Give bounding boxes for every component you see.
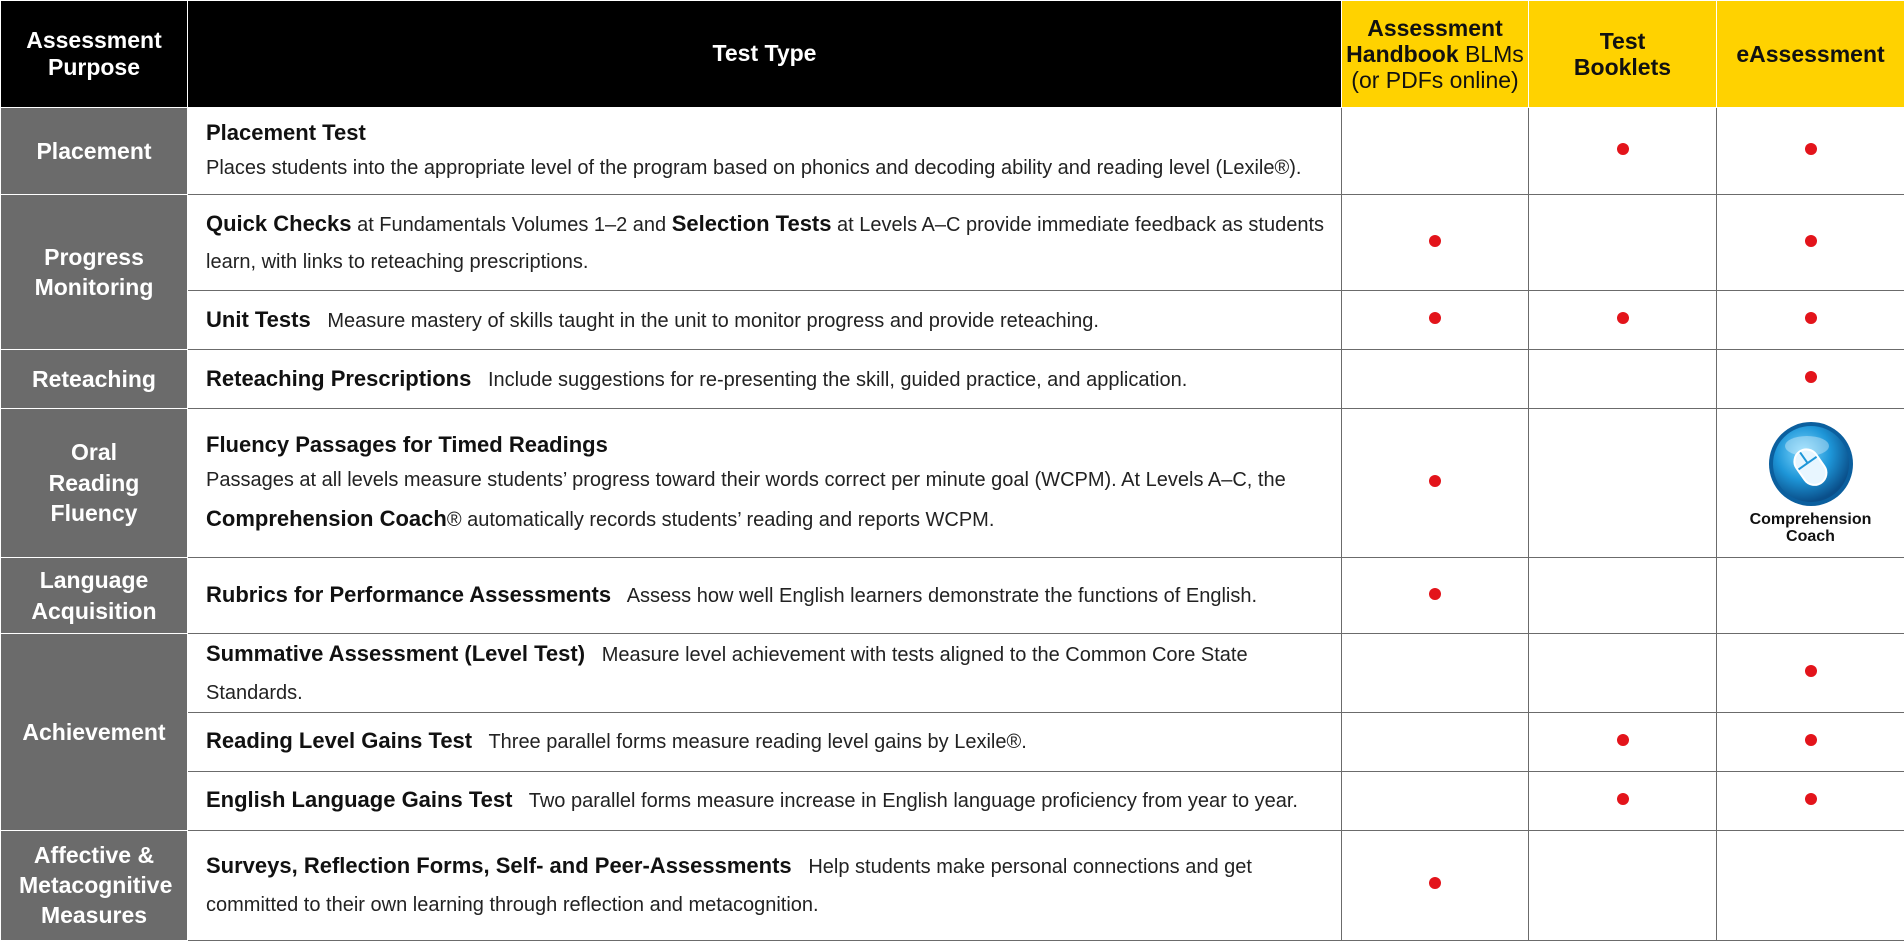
header-booklets: Test Booklets (1529, 1, 1717, 108)
table-row (1, 634, 1904, 713)
included-dot-icon (1429, 877, 1441, 889)
included-dot-icon (1805, 235, 1817, 247)
eassessment-cell (1717, 409, 1904, 558)
table-row (1, 558, 1904, 634)
booklets-cell (1529, 634, 1717, 713)
included-dot-icon (1805, 312, 1817, 324)
included-dot-icon (1617, 793, 1629, 805)
handbook-cell (1342, 634, 1529, 713)
purpose-language-acquisition: Language Acquisition (1, 558, 188, 634)
test-description: Fluency Passages for Timed Readings Passages at all levels measure students’ progress toward their words correct per minute goal (WCPM). At Levels A–C, the Comprehension Coach® automatically records students’ reading and reports WCPM. (188, 409, 1342, 558)
comprehension-coach-label: Comprehension Coach (1741, 512, 1881, 546)
comprehension-coach-icon (1767, 420, 1855, 508)
booklets-cell (1529, 409, 1717, 558)
test-description: Reteaching Prescriptions Include suggestions for re-presenting the skill, guided practice, and application. (188, 350, 1342, 409)
handbook-cell (1342, 558, 1529, 634)
table-row (1, 771, 1904, 830)
handbook-cell (1342, 409, 1529, 558)
booklets-cell (1529, 712, 1717, 771)
eassessment-cell (1717, 108, 1904, 195)
booklets-cell (1529, 195, 1717, 291)
eassessment-cell (1717, 195, 1904, 291)
test-description: Rubrics for Performance Assessments Assess how well English learners demonstrate the functions of English. (188, 558, 1342, 634)
purpose-oral-reading-fluency: Oral Reading Fluency (1, 409, 188, 558)
handbook-cell (1342, 712, 1529, 771)
handbook-cell (1342, 108, 1529, 195)
handbook-cell (1342, 195, 1529, 291)
test-description: Unit Tests Measure mastery of skills taught in the unit to monitor progress and provide reteaching. (188, 291, 1342, 350)
table-row (1, 712, 1904, 771)
header-row (1, 1, 1904, 108)
eassessment-cell (1717, 830, 1904, 940)
included-dot-icon (1429, 235, 1441, 247)
included-dot-icon (1429, 588, 1441, 600)
eassessment-cell (1717, 350, 1904, 409)
purpose-progress-monitoring: Progress Monitoring (1, 195, 188, 350)
booklets-cell (1529, 108, 1717, 195)
header-test-type: Test Type (188, 1, 1342, 108)
table-row (1, 291, 1904, 350)
test-description: Summative Assessment (Level Test) Measure level achievement with tests aligned to the Common Core State Standards. (188, 634, 1342, 713)
test-description: Surveys, Reflection Forms, Self- and Peer-Assessments Help students make personal connections and get committed to their own learning through reflection and metacognition. (188, 830, 1342, 940)
handbook-cell (1342, 830, 1529, 940)
handbook-cell (1342, 771, 1529, 830)
table-row (1, 108, 1904, 195)
purpose-reteaching: Reteaching (1, 350, 188, 409)
handbook-cell (1342, 350, 1529, 409)
table-row (1, 409, 1904, 558)
included-dot-icon (1617, 143, 1629, 155)
header-eassessment: eAssessment (1717, 1, 1904, 108)
included-dot-icon (1805, 734, 1817, 746)
included-dot-icon (1617, 312, 1629, 324)
test-description: English Language Gains Test Two parallel forms measure increase in English language proficiency from year to year. (188, 771, 1342, 830)
eassessment-cell (1717, 634, 1904, 713)
handbook-cell (1342, 291, 1529, 350)
booklets-cell (1529, 558, 1717, 634)
header-purpose: Assessment Purpose (1, 1, 188, 108)
included-dot-icon (1429, 475, 1441, 487)
included-dot-icon (1617, 734, 1629, 746)
purpose-affective-metacognitive: Affective & Metacognitive Measures (1, 830, 188, 940)
table-row (1, 195, 1904, 291)
header-handbook: Assessment Handbook BLMs (or PDFs online) (1342, 1, 1529, 108)
test-description: Reading Level Gains Test Three parallel forms measure reading level gains by Lexile®. (188, 712, 1342, 771)
eassessment-cell (1717, 771, 1904, 830)
booklets-cell (1529, 350, 1717, 409)
included-dot-icon (1805, 793, 1817, 805)
eassessment-cell (1717, 291, 1904, 350)
eassessment-cell (1717, 712, 1904, 771)
included-dot-icon (1805, 665, 1817, 677)
table-row (1, 350, 1904, 409)
purpose-achievement: Achievement (1, 634, 188, 831)
test-description: Quick Checks at Fundamentals Volumes 1–2 and Selection Tests at Levels A–C provide immediate feedback as students learn, with links to reteaching prescriptions. (188, 195, 1342, 291)
included-dot-icon (1805, 371, 1817, 383)
comprehension-coach (1717, 420, 1904, 546)
included-dot-icon (1805, 143, 1817, 155)
booklets-cell (1529, 771, 1717, 830)
booklets-cell (1529, 291, 1717, 350)
eassessment-cell (1717, 558, 1904, 634)
included-dot-icon (1429, 312, 1441, 324)
table-row (1, 830, 1904, 940)
test-description: Placement Test Places students into the appropriate level of the program based on phonics and decoding ability and reading level (Lexile®). (188, 108, 1342, 195)
booklets-cell (1529, 830, 1717, 940)
purpose-placement: Placement (1, 108, 188, 195)
